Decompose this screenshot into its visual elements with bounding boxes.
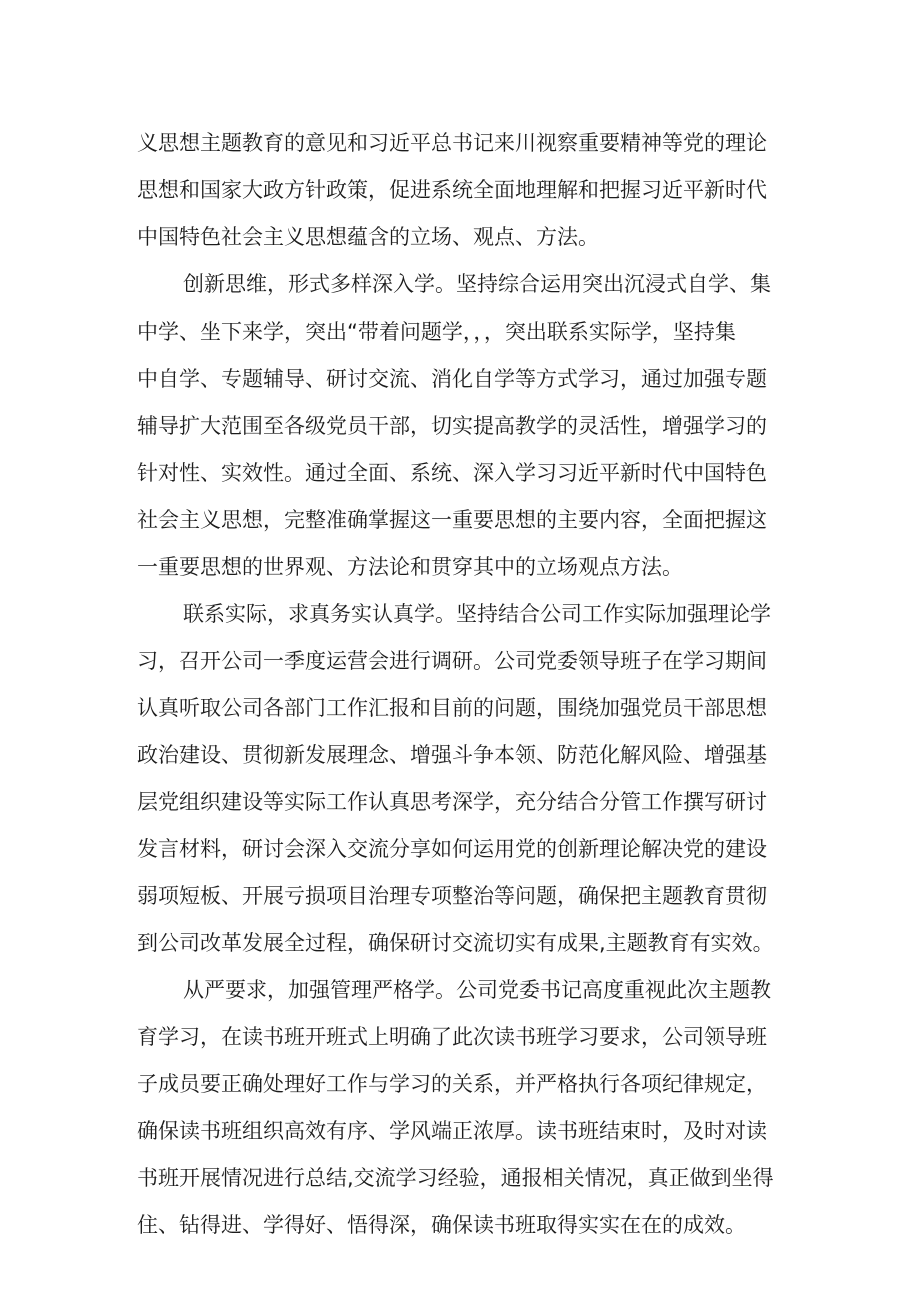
paragraph-start-line: 联系实际，求真务实认真学。坚持结合公司工作实际加强理论学 [183,602,771,626]
text-line: 思想和国家大政方针政策，促进系统全面地理解和把握习近平新时代 [137,178,767,202]
text-line: 住、钻得进、学得好、悟得深，确保读书班取得实实在在的成效。 [137,1213,746,1237]
text-line: 社会主义思想，完整准确掌握这一重要思想的主要内容，全面把握这 [137,508,767,532]
text-line: 层党组织建设等实际工作认真思考深学，充分结合分管工作撰写研讨 [137,790,767,814]
text-line: 习，召开公司一季度运营会进行调研。公司党委领导班子在学习期间 [137,649,767,673]
text-line: 辅导扩大范围至各级党员干部，切实提高教学的灵活性，增强学习的 [137,414,767,438]
text-line: 到公司改革发展全过程，确保研讨交流切实有成果,主题教育有实效。 [137,931,774,955]
text-line: 一重要思想的世界观、方法论和贯穿其中的立场观点方法。 [137,555,683,579]
text-line: 弱项短板、开展亏损项目治理专项整治等问题，确保把主题教育贯彻 [137,884,767,908]
text-line: 中国特色社会主义思想蕴含的立场、观点、方法。 [137,225,599,249]
text-line: 确保读书班组织高效有序、学风端正浓厚。读书班结束时，及时对读 [137,1119,767,1143]
text-line: 政治建设、贯彻新发展理念、增强斗争本领、防范化解风险、增强基 [137,743,767,767]
text-line: 中自学、专题辅导、研讨交流、消化自学等方式学习，通过加强专题 [137,367,767,391]
text-line: 义思想主题教育的意见和习近平总书记来川视察重要精神等党的理论 [137,131,767,155]
text-line: 针对性、实效性。通过全面、系统、深入学习习近平新时代中国特色 [137,461,767,485]
text-line: 育学习，在读书班开班式上明确了此次读书班学习要求，公司领导班 [137,1025,767,1049]
text-line: 认真听取公司各部门工作汇报和目前的问题，围绕加强党员干部思想 [137,696,767,720]
text-line: 子成员要正确处理好工作与学习的关系，并严格执行各项纪律规定， [137,1072,767,1096]
paragraph-start-line: 从严要求，加强管理严格学。公司党委书记高度重视此次主题教 [183,978,771,1002]
text-line: 发言材料，研讨会深入交流分享如何运用党的创新理论解决党的建设 [137,837,767,861]
text-line: 书班开展情况进行总结,交流学习经验，通报相关情况，真正做到坐得 [137,1166,774,1190]
text-line: 中学、坐下来学，突出“带着问题学，，，突出联系实际学，坚持集 [137,320,736,344]
paragraph-start-line: 创新思维，形式多样深入学。坚持综合运用突出沉浸式自学、集 [183,272,771,296]
